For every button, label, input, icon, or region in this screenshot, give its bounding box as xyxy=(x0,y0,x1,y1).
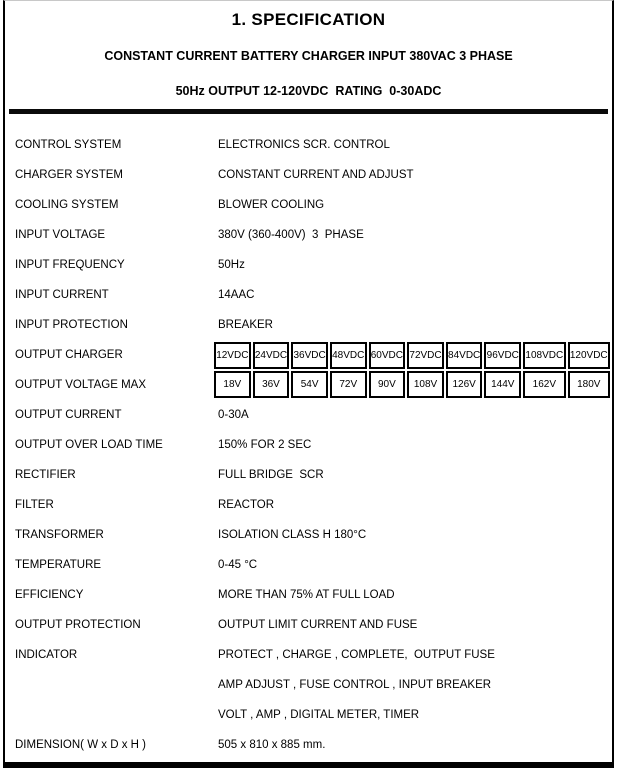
spec-row-output-protection xyxy=(5,610,612,640)
spec-label-output-voltage-max: OUTPUT VOLTAGE MAX xyxy=(15,379,146,391)
table-cell: 120VDC xyxy=(568,342,610,369)
page-title: 1. SPECIFICATION xyxy=(231,10,386,29)
spec-row-dimension xyxy=(5,730,612,760)
table-cell: 12VDC xyxy=(214,342,251,369)
table-cell: 162V xyxy=(523,371,565,398)
spec-value: 14AAC xyxy=(218,289,255,301)
subtitle-line-1: CONSTANT CURRENT BATTERY CHARGER INPUT 380VAC 3 PHASE xyxy=(104,49,513,63)
table-cell: 72V xyxy=(330,371,367,398)
spec-label: FILTER xyxy=(15,499,54,511)
spec-value: FULL BRIDGE SCR xyxy=(218,469,324,481)
table-cell: 48VDC xyxy=(330,342,367,369)
spec-value: 380V (360-400V) 3 PHASE xyxy=(218,229,364,241)
table-cell: 144V xyxy=(484,371,521,398)
output-table-labels xyxy=(15,340,212,400)
table-cell: 96VDC xyxy=(484,342,521,369)
spec-row-output-current xyxy=(5,400,612,430)
spec-label: OUTPUT OVER LOAD TIME xyxy=(15,439,163,451)
table-cell: 60VDC xyxy=(369,342,406,369)
spec-value: REACTOR xyxy=(218,499,275,511)
spec-row-input-current xyxy=(5,280,612,310)
spec-label: INPUT FREQUENCY xyxy=(15,259,125,271)
output-table-block xyxy=(5,340,612,400)
spec-row-transformer xyxy=(5,520,612,550)
spec-label: INPUT PROTECTION xyxy=(15,319,128,331)
table-cell: 24VDC xyxy=(253,342,290,369)
spec-row-indicator xyxy=(5,640,612,670)
spec-value: AMP ADJUST , FUSE CONTROL , INPUT BREAKER xyxy=(218,679,492,691)
spec-row-input-voltage xyxy=(5,220,612,250)
spec-row-control-system xyxy=(5,130,612,160)
spec-label: COOLING SYSTEM xyxy=(15,199,119,211)
spec-label: INPUT VOLTAGE xyxy=(15,229,106,241)
spec-value: 0-30A xyxy=(218,409,249,421)
spec-value: PROTECT , CHARGE , COMPLETE, OUTPUT FUSE xyxy=(218,649,495,661)
spec-label: INPUT CURRENT xyxy=(15,289,109,301)
table-cell: 90V xyxy=(369,371,406,398)
spec-label: CHARGER SYSTEM xyxy=(15,169,123,181)
spec-value: 0-45 °C xyxy=(218,559,258,571)
spec-label: CONTROL SYSTEM xyxy=(15,139,122,151)
table-cell: 54V xyxy=(291,371,328,398)
spec-label: OUTPUT PROTECTION xyxy=(15,619,141,631)
table-cell: 84VDC xyxy=(446,342,483,369)
table-cell: 108VDC xyxy=(523,342,565,369)
document-header xyxy=(5,1,612,114)
table-cell: 36VDC xyxy=(291,342,328,369)
spec-value: MORE THAN 75% AT FULL LOAD xyxy=(218,589,395,601)
table-cell: 36V xyxy=(253,371,290,398)
spec-label: OUTPUT CURRENT xyxy=(15,409,122,421)
spec-row-input-protection xyxy=(5,310,612,340)
spec-row-rectifier xyxy=(5,460,612,490)
table-cell: 108V xyxy=(407,371,444,398)
spec-row-output-over-load-time xyxy=(5,430,612,460)
output-voltage-table xyxy=(212,340,612,400)
table-cell: 72VDC xyxy=(407,342,444,369)
table-row-output-charger xyxy=(214,342,610,369)
spec-document-page xyxy=(3,0,614,768)
spec-list xyxy=(5,130,612,760)
spec-row-indicator-cont-1 xyxy=(5,670,612,700)
spec-label: EFFICIENCY xyxy=(15,589,84,601)
table-cell: 180V xyxy=(568,371,610,398)
subtitle-line-2: 50Hz OUTPUT 12-120VDC RATING 0-30ADC xyxy=(175,84,442,98)
spec-value: 505 x 810 x 885 mm. xyxy=(218,739,326,751)
spec-row-charger-system xyxy=(5,160,612,190)
spec-row-efficiency xyxy=(5,580,612,610)
spec-value: 150% FOR 2 SEC xyxy=(218,439,312,451)
spec-row-filter xyxy=(5,490,612,520)
table-cell: 18V xyxy=(214,371,251,398)
spec-row-input-frequency xyxy=(5,250,612,280)
spec-row-temperature xyxy=(5,550,612,580)
spec-row-indicator-cont-2 xyxy=(5,700,612,730)
table-cell: 126V xyxy=(446,371,483,398)
header-divider xyxy=(9,109,608,114)
spec-label: INDICATOR xyxy=(15,649,78,661)
spec-label-output-charger: OUTPUT CHARGER xyxy=(15,349,123,361)
spec-label: RECTIFIER xyxy=(15,469,76,481)
spec-row-cooling-system xyxy=(5,190,612,220)
spec-value: OUTPUT LIMIT CURRENT AND FUSE xyxy=(218,619,418,631)
spec-value: VOLT , AMP , DIGITAL METER, TIMER xyxy=(218,709,420,721)
spec-label: TRANSFORMER xyxy=(15,529,104,541)
table-row-output-voltage-max xyxy=(214,371,610,398)
spec-value: ELECTRONICS SCR. CONTROL xyxy=(218,139,390,151)
spec-value: BREAKER xyxy=(218,319,273,331)
spec-value: ISOLATION CLASS H 180°C xyxy=(218,529,367,541)
spec-label: DIMENSION( W x D x H ) xyxy=(15,739,146,751)
spec-value: 50Hz xyxy=(218,259,245,271)
spec-label: TEMPERATURE xyxy=(15,559,102,571)
spec-value: BLOWER COOLING xyxy=(218,199,325,211)
spec-value: CONSTANT CURRENT AND ADJUST xyxy=(218,169,414,181)
